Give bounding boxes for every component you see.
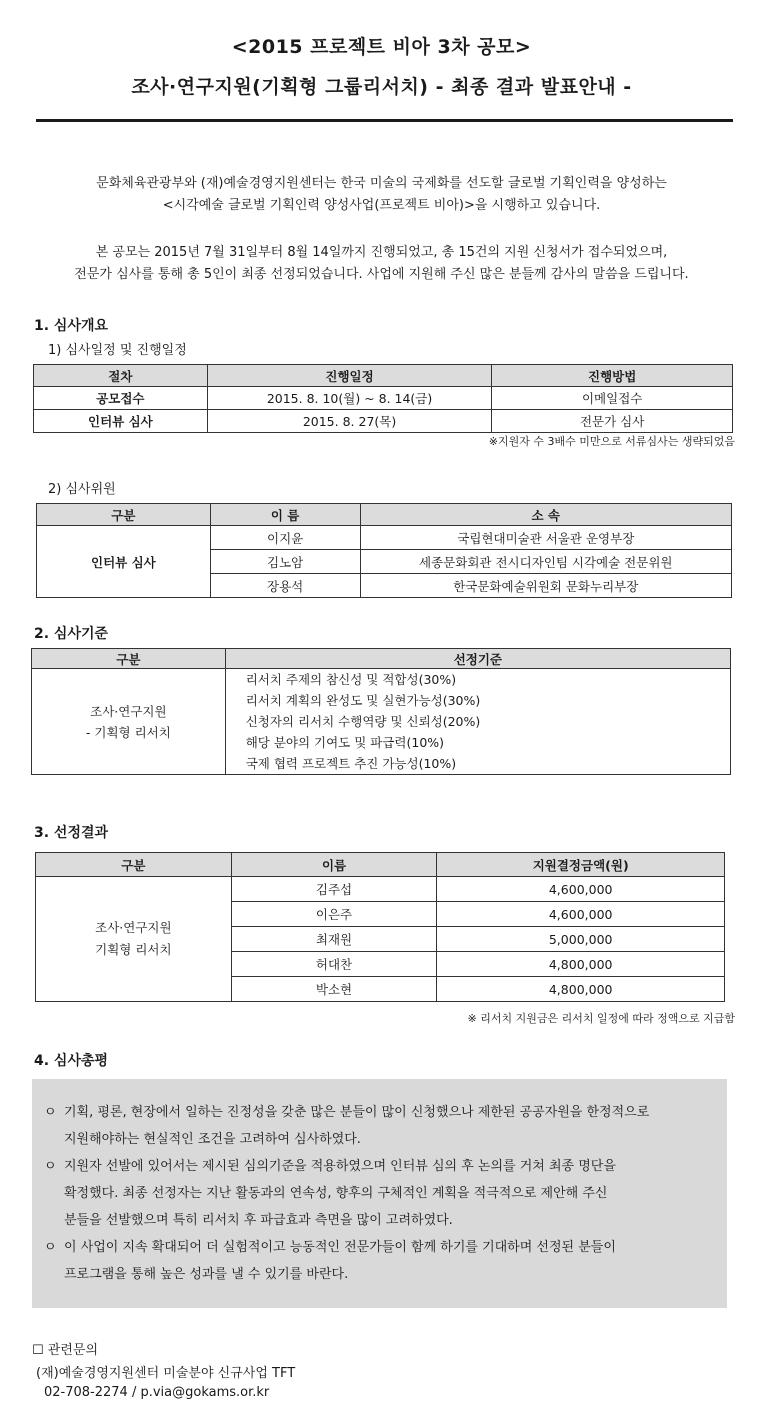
bullet-icon: ㅇ [44, 1240, 57, 1255]
section-heading: 3. 선정결과 [34, 825, 109, 841]
criteria-item: 리서치 주제의 참신성 및 적합성(30%) [245, 672, 457, 687]
table-row [34, 410, 733, 433]
criteria-item: 신청자의 리서치 수행역량 및 신뢰성(20%) [245, 714, 481, 729]
table-row [37, 526, 732, 550]
section-heading: 1. 심사개요 [34, 318, 109, 334]
review-line: 지원자 선발에 있어서는 제시된 심의기준을 적용하였으며 인터뷰 심의 후 논의를 거쳐 최종 명단을 [64, 1159, 616, 1174]
column-header: 선정기준 [225, 649, 730, 669]
column-header: 이 름 [210, 504, 360, 526]
table-cell: 한국문화예술위원회 문화누리부장 [360, 574, 731, 598]
intro-paragraph-2 [0, 242, 763, 286]
review-line: 지원해야하는 현실적인 조건을 고려하여 심사하였다. [64, 1132, 361, 1147]
results-table [35, 852, 725, 1002]
page-title: <2015 프로젝트 비아 3차 공모> [231, 36, 532, 58]
criteria-cell [225, 669, 730, 775]
table-cell: 박소현 [231, 977, 437, 1002]
table-footnote: ※ 리서치 지원금은 리서치 일정에 따라 정액으로 지급함 [467, 1012, 735, 1025]
table-row [32, 669, 731, 775]
table-cell: 김주섭 [231, 877, 437, 902]
jury-table [36, 503, 732, 598]
table-cell: 이지윤 [210, 526, 360, 550]
section-heading: 4. 심사총평 [34, 1053, 109, 1069]
table-cell [36, 877, 232, 1002]
page-subtitle: 조사·연구지원(기획형 그룹리서치) - 최종 결과 발표안내 - [131, 76, 632, 98]
contact-heading: ☐ 관련문의 [32, 1343, 99, 1358]
review-item [44, 1234, 714, 1288]
table-row [36, 877, 725, 902]
column-header: 소 속 [360, 504, 731, 526]
bullet-icon: ㅇ [44, 1105, 57, 1120]
schedule-table [33, 364, 733, 433]
column-header: 지원결정금액(원) [437, 853, 725, 877]
review-line: 확정했다. 최종 선정자는 지난 활동과의 연속성, 향후의 구체적인 계획을 적극적으로 제안해 주신 [64, 1186, 608, 1201]
table-cell: 5,000,000 [437, 927, 725, 952]
table-row [34, 387, 733, 410]
review-line: 분들을 선발했으며 특히 리서치 후 파급효과 측면을 많이 고려하였다. [64, 1213, 453, 1228]
table-cell: 허대찬 [231, 952, 437, 977]
column-header: 이름 [231, 853, 437, 877]
table-cell: 최재원 [231, 927, 437, 952]
table-cell: 장용석 [210, 574, 360, 598]
table-cell: 김노암 [210, 550, 360, 574]
table-cell: 2015. 8. 27(목) [207, 410, 492, 433]
table-cell: 4,600,000 [437, 877, 725, 902]
table-header-row [36, 853, 725, 877]
table-header-row [34, 365, 733, 387]
title-divider [36, 119, 733, 122]
bullet-icon: ㅇ [44, 1159, 57, 1174]
contact-phone-email[interactable]: 02-708-2274 / p.via@gokams.or.kr [44, 1385, 270, 1400]
review-summary-box [32, 1079, 727, 1308]
criteria-table [31, 648, 731, 775]
table-cell: 4,600,000 [437, 902, 725, 927]
table-cell: 이메일접수 [492, 387, 733, 410]
table-cell: 공모접수 [34, 387, 208, 410]
review-item [44, 1153, 714, 1234]
category-label: 기획형 리서치 [95, 942, 172, 957]
contact-organization: (재)예술경영지원센터 미술분야 신규사업 TFT [36, 1366, 296, 1381]
table-cell: 2015. 8. 10(월) ~ 8. 14(금) [207, 387, 492, 410]
subsection-heading: 1) 심사일정 및 진행일정 [48, 343, 187, 358]
column-header: 구분 [37, 504, 211, 526]
column-header: 진행일정 [207, 365, 492, 387]
table-cell: 세종문화회관 전시디자인팀 시각예술 전문위원 [360, 550, 731, 574]
column-header: 구분 [36, 853, 232, 877]
column-header: 구분 [32, 649, 226, 669]
category-label: 조사·연구지원 [95, 920, 172, 935]
criteria-item: 리서치 계획의 완성도 및 실현가능성(30%) [245, 693, 481, 708]
subsection-heading: 2) 심사위원 [48, 482, 116, 497]
review-line: 프로그램을 통해 높은 성과를 낼 수 있기를 바란다. [64, 1267, 349, 1282]
category-label: 조사·연구지원 [90, 703, 167, 719]
intro-line: <시각예술 글로벌 기획인력 양성사업(프로젝트 비아)>을 시행하고 있습니다. [162, 198, 601, 213]
table-cell: 전문가 심사 [492, 410, 733, 433]
intro-paragraph-1 [0, 173, 763, 217]
table-cell [32, 669, 226, 775]
table-cell: 4,800,000 [437, 977, 725, 1002]
table-cell: 인터뷰 심사 [37, 526, 211, 598]
table-header-row [32, 649, 731, 669]
review-line: 이 사업이 지속 확대되어 더 실험적이고 능동적인 전문가들이 함께 하기를 기대하며 선정된 분들이 [64, 1240, 616, 1255]
criteria-item: 국제 협력 프로젝트 추진 가능성(10%) [245, 756, 457, 771]
intro-line: 문화체육관광부와 (재)예술경영지원센터는 한국 미술의 국제화를 선도할 글로벌 기획인력을 양성하는 [96, 176, 667, 191]
category-label: - 기획형 리서치 [85, 724, 171, 740]
intro-line: 본 공모는 2015년 7월 31일부터 8월 14일까지 진행되었고, 총 15건의 지원 신청서가 접수되었으며, [95, 245, 668, 260]
column-header: 절차 [34, 365, 208, 387]
table-cell: 국립현대미술관 서울관 운영부장 [360, 526, 731, 550]
column-header: 진행방법 [492, 365, 733, 387]
table-cell: 인터뷰 심사 [34, 410, 208, 433]
section-heading: 2. 심사기준 [34, 626, 109, 642]
criteria-item: 해당 분야의 기여도 및 파급력(10%) [245, 735, 445, 750]
review-item [44, 1099, 714, 1153]
review-line: 기획, 평론, 현장에서 일하는 진정성을 갖춘 많은 분들이 많이 신청했으나 제한된 공공자원을 한정적으로 [64, 1105, 650, 1120]
table-cell: 4,800,000 [437, 952, 725, 977]
table-footnote: ※지원자 수 3배수 미만으로 서류심사는 생략되었음 [488, 435, 735, 448]
table-cell: 이은주 [231, 902, 437, 927]
intro-line: 전문가 심사를 통해 총 5인이 최종 선정되었습니다. 사업에 지원해 주신 많은 분들께 감사의 말씀을 드립니다. [74, 267, 689, 282]
table-header-row [37, 504, 732, 526]
